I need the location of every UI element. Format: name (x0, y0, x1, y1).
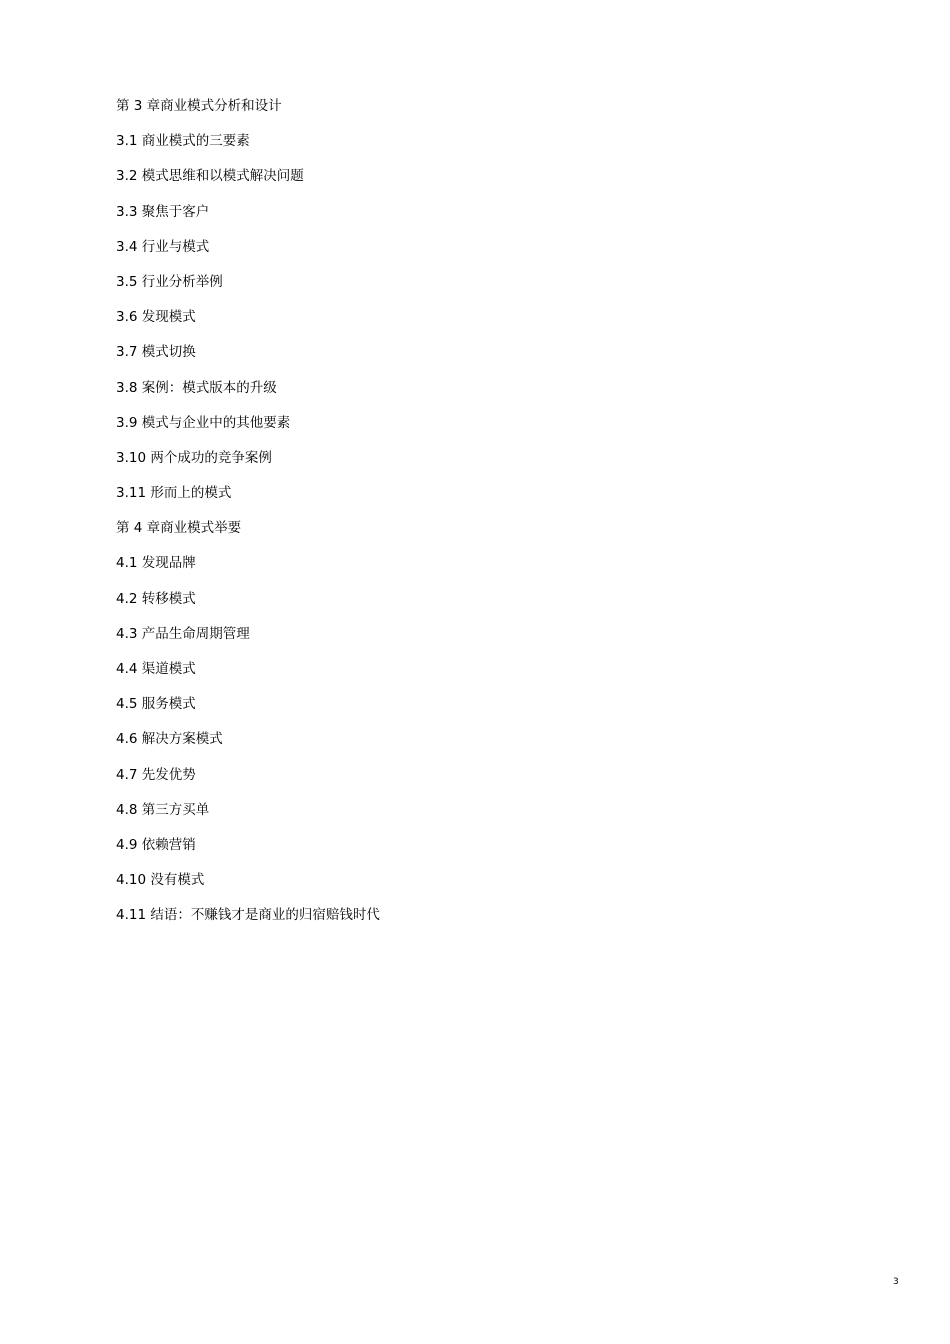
toc-entry-4-3: 4.3 产品生命周期管理 (116, 625, 250, 642)
toc-entry-3-9: 3.9 模式与企业中的其他要素 (116, 414, 291, 431)
toc-entry-4-11: 4.11 结语：不赚钱才是商业的归宿赔钱时代 (116, 907, 380, 924)
toc-entry-3-7: 3.7 模式切换 (116, 344, 196, 361)
toc-entry-3-10: 3.10 两个成功的竞争案例 (116, 449, 272, 466)
page-number: 3 (893, 1277, 899, 1287)
toc-entry-4-6: 4.6 解决方案模式 (116, 731, 223, 748)
toc-entry-4-1: 4.1 发现品牌 (116, 555, 196, 572)
toc-entry-4-5: 4.5 服务模式 (116, 696, 196, 713)
table-of-contents (116, 96, 380, 941)
toc-chapter-3-heading: 第 3 章商业模式分析和设计 (116, 98, 282, 114)
toc-entry-4-8: 4.8 第三方买单 (116, 801, 210, 818)
toc-entry-4-2: 4.2 转移模式 (116, 590, 196, 607)
toc-entry-3-2: 3.2 模式思维和以模式解决问题 (116, 168, 304, 185)
toc-entry-3-5: 3.5 行业分析举例 (116, 273, 223, 290)
toc-entry-4-4: 4.4 渠道模式 (116, 661, 196, 677)
toc-entry-3-4: 3.4 行业与模式 (116, 238, 210, 255)
toc-entry-4-9: 4.9 依赖营销 (116, 836, 196, 853)
toc-entry-3-6: 3.6 发现模式 (116, 309, 196, 326)
toc-entry-3-8: 3.8 案例：模式版本的升级 (116, 379, 277, 396)
toc-entry-3-1: 3.1 商业模式的三要素 (116, 133, 250, 150)
toc-entry-4-7: 4.7 先发优势 (116, 766, 196, 783)
toc-entry-3-3: 3.3 聚焦于客户 (116, 203, 210, 220)
toc-entry-4-10: 4.10 没有模式 (116, 872, 205, 889)
toc-chapter-4-heading: 第 4 章商业模式举要 (116, 520, 242, 537)
toc-entry-3-11: 3.11 形而上的模式 (116, 485, 232, 502)
